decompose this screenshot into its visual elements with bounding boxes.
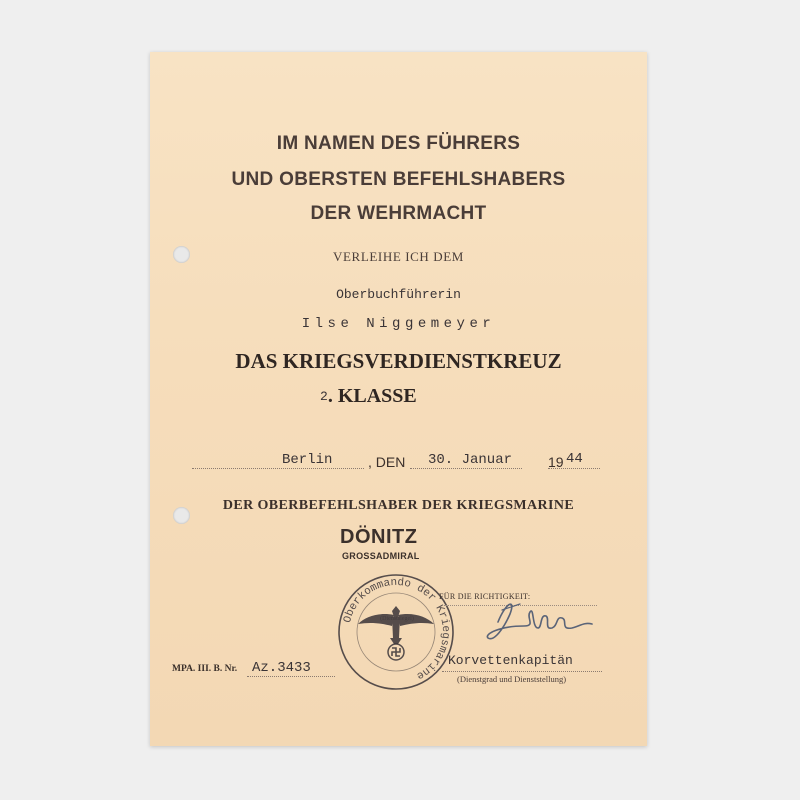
stamp-ring-text: Oberkommando der Kriegsmarine — [341, 576, 452, 682]
handwritten-signature — [480, 588, 610, 658]
award-class-number: 2 — [320, 389, 328, 404]
reference-label: MPA. III. B. Nr. — [172, 664, 238, 674]
year-suffix: 44 — [566, 451, 583, 467]
conferral-text: VERLEIHE ICH DEM — [333, 249, 464, 264]
place-dotted-line — [192, 468, 364, 469]
reference-dotted-line — [247, 676, 335, 677]
award-title: DAS KRIEGSVERDIENSTKREUZ — [235, 349, 562, 373]
issuer-title: DER OBERBEFEHLSHABER DER KRIEGSMARINE — [222, 498, 575, 513]
eagle-emblem-icon — [358, 606, 434, 644]
heading-line-1: IM NAMEN DES FÜHRERS — [276, 133, 521, 154]
stamp-center-text: (Dienstsiegel) — [380, 616, 414, 622]
official-seal-stamp — [336, 572, 456, 692]
certificate-paper — [150, 52, 647, 746]
signer-rank: Korvettenkapitän — [448, 653, 573, 668]
heading-line-3: DER WEHRMACHT — [310, 203, 487, 224]
award-class — [320, 385, 417, 408]
date: 30. Januar — [428, 452, 513, 468]
signer-caption: (Dienstgrad und Dienststellung) — [457, 674, 567, 684]
date-dotted-line — [410, 468, 522, 469]
issuer-rank: GROSSADMIRAL — [342, 551, 420, 561]
year-prefix: 19 — [548, 454, 564, 470]
heading-line-2: UND OBERSTEN BEFEHLSHABERS — [231, 169, 566, 190]
recipient-rank: Oberbuchführerin — [336, 287, 461, 302]
certification-label: FÜR DIE RICHTIGKEIT: — [439, 592, 531, 601]
recipient-name: Ilse Niggemeyer — [301, 316, 496, 332]
signer-dotted-line — [442, 671, 602, 672]
reference-number: Az.3433 — [252, 660, 311, 676]
wreath-emblem-icon — [392, 648, 400, 656]
date-separator: , DEN — [368, 454, 406, 470]
award-class-text: . KLASSE — [327, 385, 417, 407]
place: Berlin — [282, 452, 333, 468]
issuer-name: DÖNITZ — [340, 526, 418, 548]
